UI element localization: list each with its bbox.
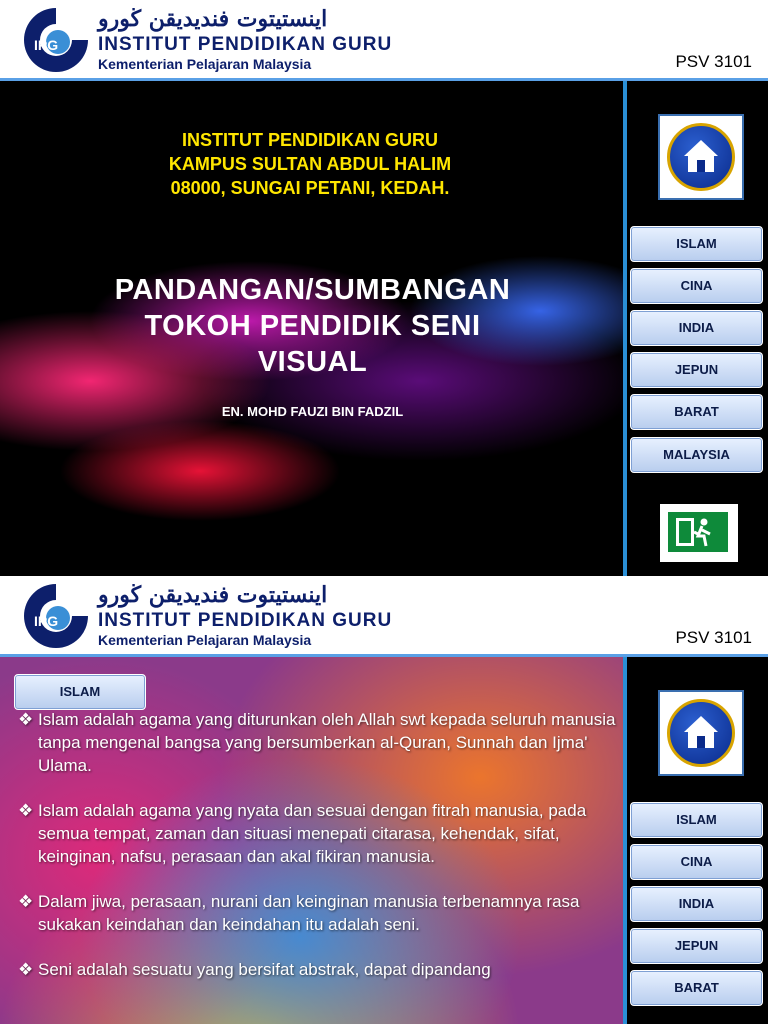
nav-barat[interactable]: BARAT bbox=[630, 394, 763, 430]
home-icon bbox=[670, 702, 732, 764]
ipg-logo bbox=[20, 580, 430, 652]
logo-subtitle: Kementerian Pelajaran Malaysia bbox=[98, 632, 312, 648]
topic-label: ISLAM bbox=[14, 674, 146, 710]
svg-text:IPG: IPG bbox=[34, 613, 59, 629]
svg-text:IPG: IPG bbox=[34, 37, 59, 53]
list-item: ❖ Dalam jiwa, perasaan, nurani dan keinginan manusia terbenamnya rasa sukakan keindahan dan keindahan itu adalah seni. bbox=[18, 892, 580, 934]
institution-line: KAMPUS SULTAN ABDUL HALIM bbox=[168, 154, 452, 174]
course-code: PSV 3101 bbox=[675, 52, 752, 71]
institution-block bbox=[100, 128, 520, 200]
institution-line: 08000, SUNGAI PETANI, KEDAH. bbox=[170, 178, 450, 198]
title-line: TOKOH PENDIDIK SENI bbox=[144, 310, 481, 342]
bullet-diamond-icon: ❖ bbox=[18, 801, 34, 820]
nav-cina[interactable]: CINA bbox=[630, 844, 763, 880]
ipg-logo-icon bbox=[20, 580, 92, 652]
nav-cina[interactable]: CINA bbox=[630, 268, 763, 304]
logo-arabic-text: اينستيتوت فنديديقن ڬورو bbox=[98, 6, 328, 32]
nav-barat[interactable]: BARAT bbox=[630, 970, 763, 1006]
nav-jepun[interactable]: JEPUN bbox=[630, 928, 763, 964]
bullet-diamond-icon: ❖ bbox=[18, 710, 34, 729]
author-name: EN. MOHD FAUZI BIN FADZIL bbox=[221, 404, 404, 419]
home-button[interactable] bbox=[658, 690, 744, 776]
list-item: ❖ Islam adalah agama yang nyata dan sesuai dengan fitrah manusia, pada semua tempat, zaman dan situasi menepati citarasa, kehendak, sifat, keinginan, nafsu, perasaan dan akal fikiran manusia. bbox=[18, 801, 587, 866]
logo-name: INSTITUT PENDIDIKAN GURU bbox=[98, 34, 393, 55]
nav-malaysia[interactable]: MALAYSIA bbox=[630, 437, 763, 473]
home-icon bbox=[670, 126, 732, 188]
nav-islam[interactable]: ISLAM bbox=[630, 802, 763, 838]
nav-jepun[interactable]: JEPUN bbox=[630, 352, 763, 388]
title-line: PANDANGAN/SUMBANGAN bbox=[114, 274, 511, 306]
course-code: PSV 3101 bbox=[675, 628, 752, 647]
logo-name: INSTITUT PENDIDIKAN GURU bbox=[98, 610, 393, 631]
list-item: ❖ Seni adalah sesuatu yang bersifat abstrak, dapat dipandang bbox=[18, 960, 491, 979]
bullet-diamond-icon: ❖ bbox=[18, 892, 34, 911]
nav-india[interactable]: INDIA bbox=[630, 310, 763, 346]
nav-islam[interactable]: ISLAM bbox=[630, 226, 763, 262]
home-button[interactable] bbox=[658, 114, 744, 200]
nav-india[interactable]: INDIA bbox=[630, 886, 763, 922]
slide-title bbox=[50, 272, 575, 380]
ipg-logo-icon bbox=[20, 4, 92, 76]
ipg-logo bbox=[20, 4, 430, 76]
institution-line: INSTITUT PENDIDIKAN GURU bbox=[182, 130, 438, 150]
exit-button[interactable] bbox=[660, 504, 738, 562]
slide-header bbox=[0, 576, 768, 656]
bullet-diamond-icon: ❖ bbox=[18, 960, 34, 979]
list-item: ❖ Islam adalah agama yang diturunkan oleh Allah swt kepada seluruh manusia tanpa mengenal bangsa yang bersumberkan al-Quran, Sunnah dan Ijma' Ulama. bbox=[18, 710, 616, 775]
bullet-list bbox=[18, 708, 618, 1003]
exit-icon bbox=[668, 512, 728, 552]
logo-arabic-text: اينستيتوت فنديديقن ڬورو bbox=[98, 582, 328, 608]
title-line: VISUAL bbox=[257, 346, 368, 378]
slide-header bbox=[0, 0, 768, 80]
logo-subtitle: Kementerian Pelajaran Malaysia bbox=[98, 56, 312, 72]
